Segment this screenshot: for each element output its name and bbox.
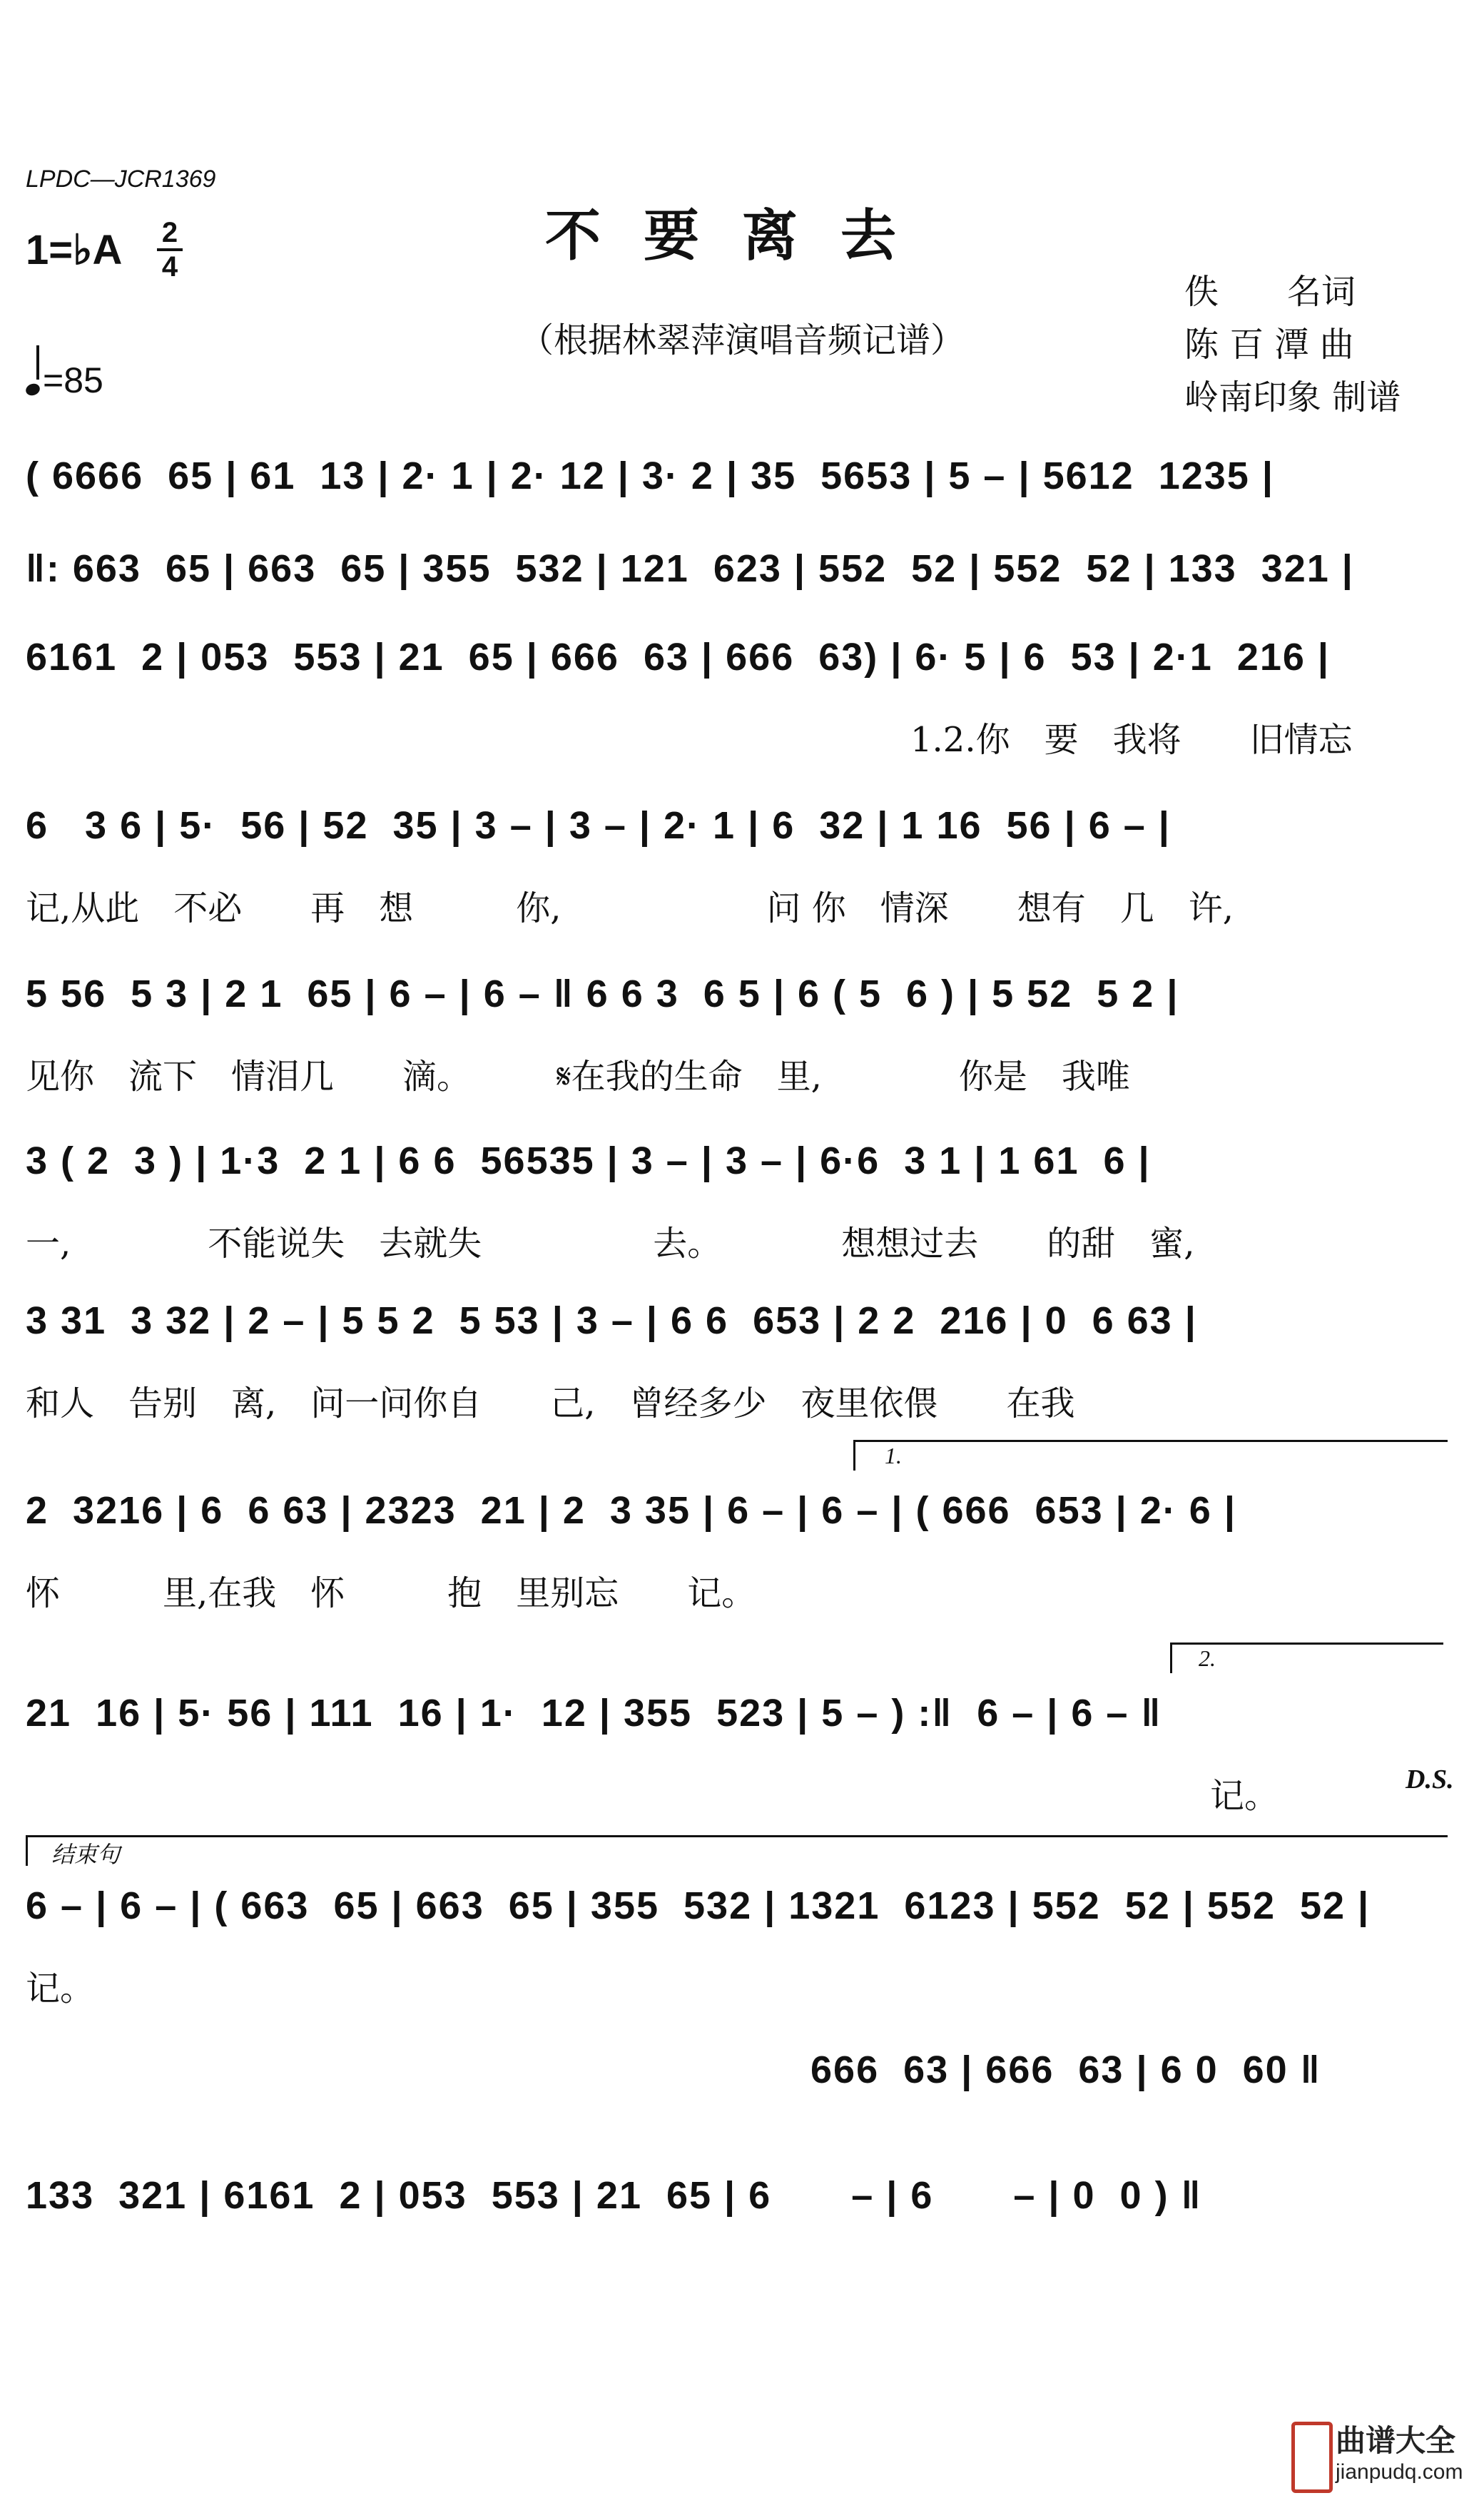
dal-segno-mark: D.S.	[1406, 1765, 1454, 1794]
notation-line: 666 63 | 666 63 | 6 0 60 ‖	[810, 2048, 1321, 2091]
score-system-1	[26, 454, 1458, 534]
score-system-6	[26, 1139, 1458, 1264]
notation-line: 3 ( 2 3 ) | 1·3 2 1 | 6 6 56535 | 3 – | 3 – | 6·6 3 1 | 1 61 6 |	[26, 1139, 1151, 1182]
notation-line: 2 3216 | 6 6 63 | 2323 21 | 2 3 35 | 6 – | 6 – | ( 666 653 | 2· 6 |	[26, 1489, 1236, 1532]
score-system-11	[26, 2048, 1458, 2128]
tempo-marking	[26, 358, 103, 401]
first-ending-label: 1.	[885, 1443, 902, 1468]
time-top: 2	[161, 217, 178, 248]
coda-label: 结束句	[51, 1842, 121, 1867]
notation-line: ‖: 663 65 | 663 65 | 355 532 | 121 623 | 552 52 | 552 52 | 133 321 |	[26, 547, 1354, 590]
lyric-line: 记。	[26, 1969, 95, 2009]
credit-lyricist: 佚 名词	[1184, 272, 1356, 312]
lyric-line: 记,从此 不必 再 想 你, 问 你 情深 想有 几 许,	[26, 888, 1234, 928]
tempo-value: =85	[43, 360, 103, 400]
lyric-line: 见你 流下 情泪几 滴。 𝄋在我的生命 里, 你是 我唯	[26, 1057, 1130, 1097]
lyric-line: 记。	[1210, 1776, 1279, 1816]
lyric-line: 和人 告别 离, 问一问你自 己, 曾经多少 夜里依偎 在我	[26, 1383, 1075, 1423]
score-system-12	[26, 2165, 1458, 2245]
lyric-line: 1.2.你 要 我将 旧情忘	[910, 720, 1353, 760]
credit-composer: 陈 百 潭 曲	[1184, 325, 1354, 365]
second-ending-label: 2.	[1199, 1645, 1216, 1671]
score-system-10	[26, 1884, 1458, 2009]
notation-line: 3 31 3 32 | 2 – | 5 5 2 5 53 | 3 – | 6 6 653 | 2 2 216 | 0 6 63 |	[26, 1299, 1197, 1342]
notation-line: 133 321 | 6161 2 | 053 553 | 21 65 | 6 – | 6 – | 0 0 ) ‖	[26, 2174, 1202, 2217]
key-signature: 1=♭A	[26, 227, 123, 273]
logo-icon	[1291, 2422, 1333, 2493]
song-subtitle: （根据林翠萍演唱音频记谱）	[519, 320, 965, 360]
time-bottom: 4	[161, 251, 178, 283]
notation-line: 5 56 5 3 | 2 1 65 | 6 – | 6 – ‖ 6 6 3 6 5 | 6 ( 5 6 ) | 5 52 5 2 |	[26, 973, 1179, 1015]
score-system-4	[26, 803, 1458, 928]
score-system-3	[26, 635, 1458, 760]
song-title: 不要离去	[544, 203, 939, 268]
score-code: LPDC—JCR1369	[26, 166, 216, 193]
first-ending-bracket	[853, 1440, 1448, 1471]
notation-line: 21 16 | 5· 56 | 111 16 | 1· 12 | 355 523 | 5 – ) :‖ 6 – | 6 – ‖	[26, 1692, 1162, 1735]
score-system-2	[26, 547, 1458, 626]
time-signature	[157, 218, 183, 281]
lyric-line: 怀 里,在我 怀 抱 里别忘 记。	[26, 1573, 756, 1613]
watermark-brand: 曲谱大全	[1336, 2423, 1456, 2458]
notation-line: 6 3 6 | 5· 56 | 52 35 | 3 – | 3 – | 2· 1 | 6 32 | 1 16 56 | 6 – |	[26, 804, 1171, 847]
coda-bracket	[26, 1835, 1448, 1866]
notation-line: ( 6666 65 | 61 13 | 2· 1 | 2· 12 | 3· 2 | 35 5653 | 5 – | 5612 1235 |	[26, 455, 1274, 497]
credit-arranger: 岭南印象 制谱	[1184, 377, 1401, 417]
score-system-5	[26, 972, 1458, 1097]
site-watermark	[1291, 2416, 1470, 2494]
lyric-line: 一, 不能说失 去就失 去。 想想过去 的甜 蜜,	[26, 1224, 1195, 1264]
quarter-note-icon	[24, 382, 41, 397]
watermark-site: jianpudq.com	[1336, 2460, 1463, 2484]
score-system-8	[26, 1488, 1458, 1613]
score-system-7	[26, 1299, 1458, 1423]
notation-line: 6161 2 | 053 553 | 21 65 | 666 63 | 666 63) | 6· 5 | 6 53 | 2·1 216 |	[26, 636, 1331, 679]
notation-line: 6 – | 6 – | ( 663 65 | 663 65 | 355 532 | 1321 6123 | 552 52 | 552 52 |	[26, 1884, 1371, 1927]
